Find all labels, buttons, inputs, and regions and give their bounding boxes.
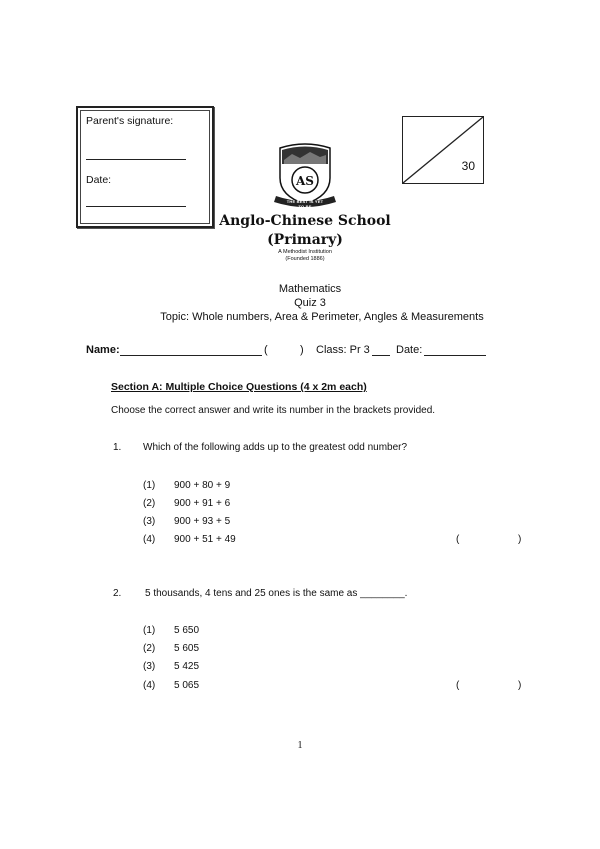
question-2-number: 2. xyxy=(113,588,122,599)
topic-title: Topic: Whole numbers, Area & Perimeter, Angles & Measurements xyxy=(160,311,484,323)
score-box xyxy=(402,116,484,184)
question-2-option-3-text: 5 425 xyxy=(174,661,200,672)
school-subtitle-line2: (Founded 1886) xyxy=(285,256,325,262)
question-1-number: 1. xyxy=(113,442,122,453)
question-2-option-1-text: 5 650 xyxy=(174,625,200,636)
question-1-option-4-number: (4) xyxy=(143,534,156,545)
subject-title: Mathematics xyxy=(278,283,342,295)
question-2-option-2-number: (2) xyxy=(143,643,156,654)
question-2-answer-bracket-close[interactable]: ) xyxy=(518,680,522,691)
signature-date-line[interactable] xyxy=(86,206,186,207)
date-field[interactable] xyxy=(424,355,486,356)
section-a-instructions: Choose the correct answer and write its number in the brackets provided. xyxy=(111,405,436,416)
name-field[interactable] xyxy=(120,355,262,356)
question-2-option-1-number: (1) xyxy=(143,625,156,636)
school-subtitle-line1: A Methodist Institution xyxy=(278,249,332,255)
question-1-answer-bracket-open[interactable]: ( xyxy=(456,534,460,545)
section-a-title: Section A: Multiple Choice Questions (4 x 2m each) xyxy=(111,381,367,393)
parent-signature-box xyxy=(76,106,214,228)
class-field[interactable] xyxy=(372,355,390,356)
question-1-option-2-text: 900 + 91 + 6 xyxy=(174,498,231,509)
class-label: Class: Pr 3 xyxy=(316,344,370,356)
score-diagonal-icon xyxy=(403,117,483,183)
parent-signature-label: Parent's signature: xyxy=(86,115,174,127)
svg-text:AS: AS xyxy=(296,174,314,188)
signature-line[interactable] xyxy=(86,159,186,160)
question-1-option-1-text: 900 + 80 + 9 xyxy=(174,480,231,491)
question-1-option-4-text: 900 + 51 + 49 xyxy=(174,534,236,545)
question-2-option-4-number: (4) xyxy=(143,680,156,691)
page-number: 1 xyxy=(297,740,303,751)
school-name-line2: (Primary) xyxy=(267,232,343,248)
question-1-option-3-number: (3) xyxy=(143,516,156,527)
index-paren-close: ) xyxy=(300,344,304,356)
name-label: Name: xyxy=(86,344,120,356)
question-1-answer-bracket-close[interactable]: ) xyxy=(518,534,522,545)
question-2-option-3-number: (3) xyxy=(143,661,156,672)
school-name xyxy=(200,212,410,250)
question-1-option-3-text: 900 + 93 + 5 xyxy=(174,516,231,527)
question-1-option-2-number: (2) xyxy=(143,498,156,509)
question-1-text: Which of the following adds up to the greatest odd number? xyxy=(143,442,408,453)
score-total: 30 xyxy=(461,159,475,173)
crest-motto: THE BEST IS YET TO BE xyxy=(286,199,324,209)
school-name-line1: Anglo-Chinese School xyxy=(219,213,391,229)
question-2-answer-bracket-open[interactable]: ( xyxy=(456,680,460,691)
question-2-option-4-text: 5 065 xyxy=(174,680,200,691)
question-2-option-2-text: 5 605 xyxy=(174,643,200,654)
date-label: Date: xyxy=(396,344,423,356)
question-1-option-1-number: (1) xyxy=(143,480,156,491)
school-subtitle xyxy=(200,249,410,263)
signature-date-label: Date: xyxy=(86,174,112,186)
question-2-text: 5 thousands, 4 tens and 25 ones is the same as ________. xyxy=(145,588,408,599)
quiz-title: Quiz 3 xyxy=(294,297,326,309)
index-paren-open: ( xyxy=(264,344,268,356)
